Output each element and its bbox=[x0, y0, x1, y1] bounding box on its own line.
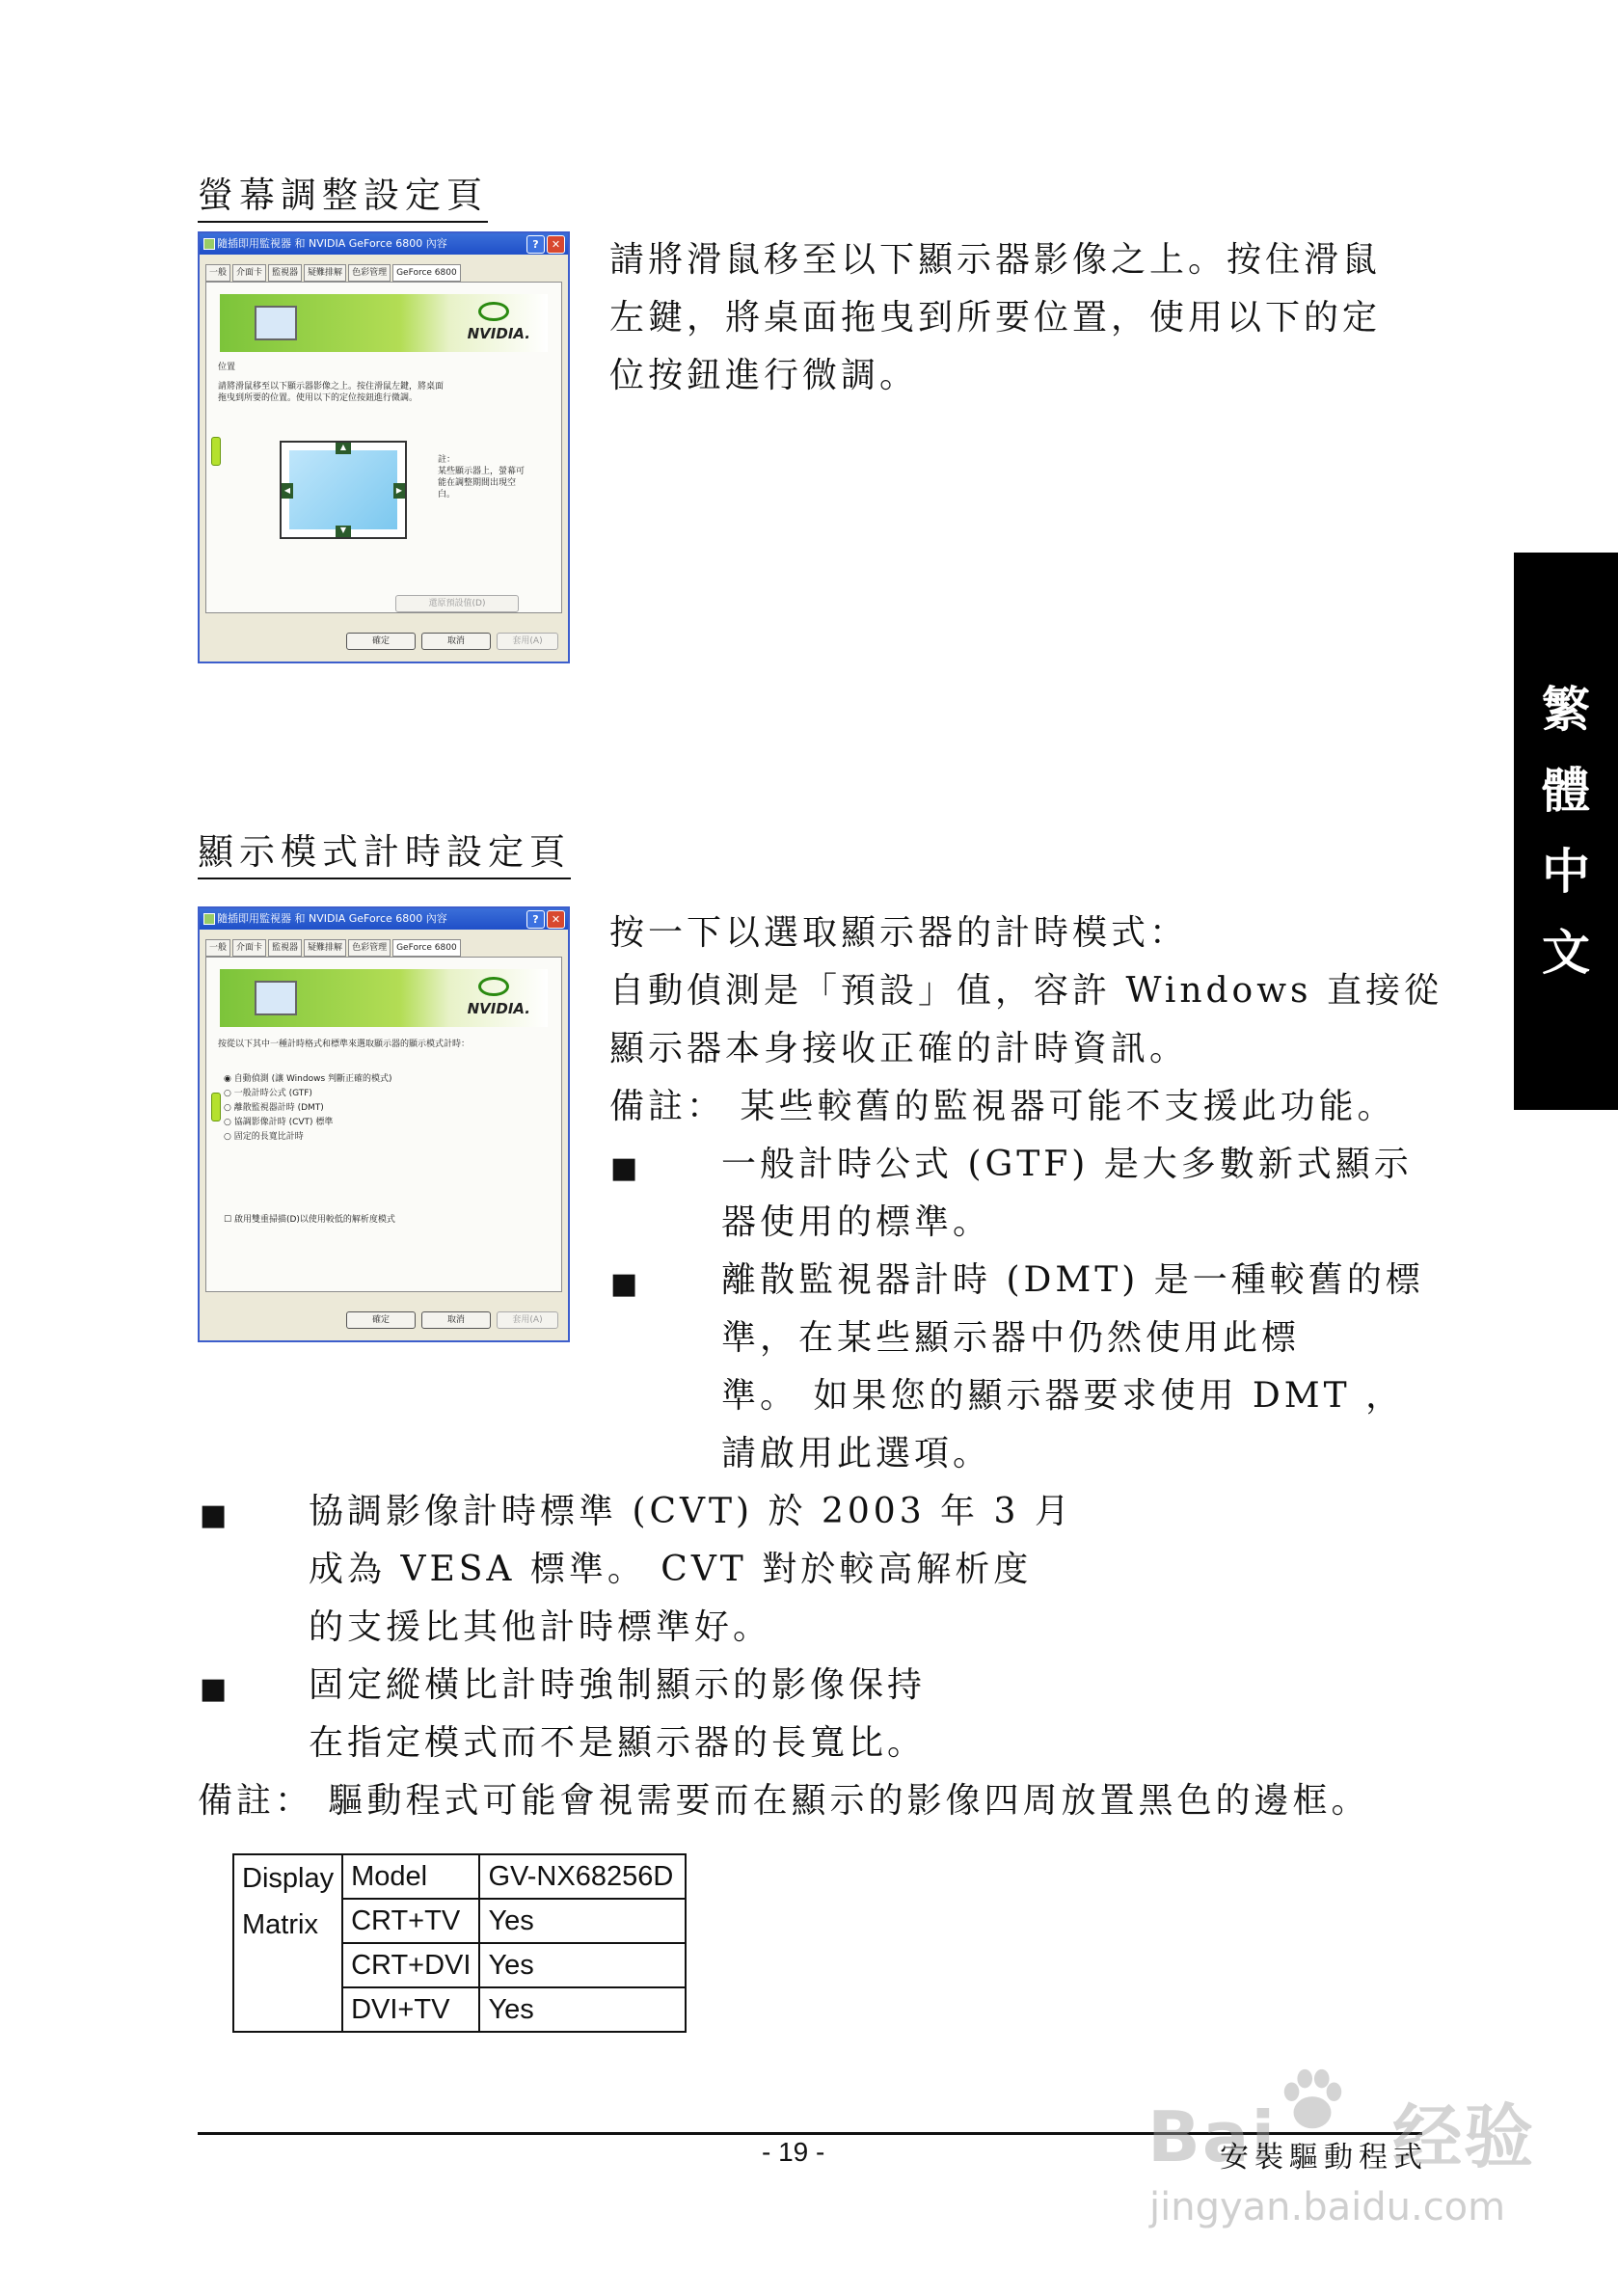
timing-option-3-label: 離散監視器計時 (DMT) bbox=[233, 1103, 324, 1113]
page-number: - 19 - bbox=[762, 2137, 825, 2167]
watermark-brand: Bai bbox=[1147, 2096, 1278, 2177]
nvidia-banner bbox=[220, 294, 548, 352]
side-tab-char-2: 體 bbox=[1542, 762, 1590, 819]
radio-icon: ○ bbox=[224, 1132, 231, 1142]
tab-general: 一般 bbox=[205, 264, 230, 282]
arrow-right-icon: ▶ bbox=[393, 483, 405, 499]
tab-color-management: 色彩管理 bbox=[348, 264, 391, 282]
matrix-support: Yes bbox=[479, 1943, 686, 1987]
tab-geforce: GeForce 6800 bbox=[392, 264, 461, 282]
bullet-cvt-line-1: 協調影像計時標準 (CVT) 於 2003 年 3 月 bbox=[309, 1492, 1073, 1531]
section1-line-3: 位按鈕進行微調。 bbox=[609, 356, 919, 395]
position-description-2: 拖曳到所要的位置。使用以下的定位按鈕進行微調。 bbox=[218, 393, 418, 403]
table-row bbox=[233, 1854, 686, 1899]
timing-option-1-label: 自動偵測 (讓 Windows 判斷正確的模式) bbox=[233, 1074, 392, 1084]
section2-heading: 顯示模式計時設定頁 bbox=[198, 823, 571, 879]
header-model-value: GV-NX68256D bbox=[479, 1854, 686, 1899]
header-model: Model bbox=[342, 1854, 479, 1899]
side-handle bbox=[211, 1093, 221, 1121]
tab-adapter: 介面卡 bbox=[232, 264, 266, 282]
tab-troubleshoot: 疑難排解 bbox=[304, 939, 346, 957]
monitor-preview bbox=[280, 441, 407, 539]
bullet-marker: ■ bbox=[200, 1499, 228, 1532]
position-icon bbox=[255, 306, 297, 340]
section1-paragraph bbox=[609, 231, 1381, 405]
matrix-support: Yes bbox=[479, 1899, 686, 1943]
matrix-config: CRT+DVI bbox=[342, 1943, 479, 1987]
dialog-tabs bbox=[205, 939, 562, 957]
bullet-dmt-line-1: 離散監視器計時 (DMT) 是一種較舊的標 bbox=[721, 1260, 1424, 1300]
matrix-label-1: Display bbox=[242, 1863, 335, 1894]
side-handle bbox=[211, 437, 221, 466]
note-line-1: 註： bbox=[438, 455, 456, 465]
timing-option-4-label: 協調影像計時 (CVT) 標準 bbox=[233, 1118, 334, 1127]
note-line-2: 某些顯示器上，螢幕可 bbox=[438, 467, 526, 476]
radio-icon: ○ bbox=[224, 1118, 231, 1127]
arrow-up-icon: ▲ bbox=[336, 443, 351, 454]
bullet-fixed-aspect bbox=[309, 1657, 926, 1772]
nvidia-logo: NVIDIA. bbox=[467, 1000, 530, 1017]
dialog-panel bbox=[205, 282, 562, 613]
tab-troubleshoot: 疑難排解 bbox=[304, 264, 346, 282]
baidu-paw-icon bbox=[1275, 2064, 1350, 2139]
bullet-marker: ■ bbox=[610, 1267, 638, 1301]
timing-option-1 bbox=[224, 1071, 392, 1084]
radio-icon: ○ bbox=[224, 1103, 231, 1113]
help-icon: ? bbox=[526, 910, 545, 929]
matrix-config: CRT+TV bbox=[342, 1899, 479, 1943]
bullet-cvt-line-3: 的支援比其他計時標準好。 bbox=[309, 1607, 772, 1647]
bullet-dmt bbox=[721, 1252, 1424, 1483]
note-line-4: 白。 bbox=[438, 490, 456, 500]
watermark-url: jingyan.baidu.com bbox=[1149, 2185, 1506, 2229]
cancel-button: 取消 bbox=[421, 633, 491, 650]
timing-option-5 bbox=[224, 1129, 304, 1142]
matrix-label-cell bbox=[233, 1854, 342, 2032]
doublescan-label: 啟用雙重掃描(D)以使用較低的解析度模式 bbox=[233, 1215, 395, 1225]
radio-icon: ○ bbox=[224, 1089, 231, 1098]
bullet-cvt-line-2: 成為 VESA 標準。 CVT 對於較高解析度 bbox=[309, 1550, 1033, 1589]
cancel-button: 取消 bbox=[421, 1311, 491, 1329]
watermark-brand-suffix: 经验 bbox=[1392, 2096, 1536, 2177]
nvidia-eye-icon bbox=[478, 302, 509, 321]
dialog-titlebar bbox=[200, 233, 568, 255]
timing-option-3 bbox=[224, 1100, 324, 1113]
restore-defaults-button: 還原預設值(D) bbox=[395, 595, 519, 612]
close-icon: ✕ bbox=[547, 910, 565, 929]
bullet-marker: ■ bbox=[200, 1672, 228, 1706]
timing-option-2 bbox=[224, 1086, 312, 1098]
bullet-gtf bbox=[721, 1136, 1413, 1252]
side-tab-char-3: 中 bbox=[1542, 843, 1590, 900]
timing-option-4 bbox=[224, 1115, 333, 1127]
screenshot-timing-dialog bbox=[198, 906, 570, 1342]
monitor-icon bbox=[203, 238, 215, 250]
close-icon: ✕ bbox=[547, 235, 565, 254]
bullet-gtf-line-1: 一般計時公式 (GTF) 是大多數新式顯示 bbox=[721, 1145, 1413, 1184]
section2-line-2: 自動偵測是「預設」值，容許 Windows 直接從 bbox=[609, 971, 1443, 1011]
timing-option-2-label: 一般計時公式 (GTF) bbox=[233, 1089, 312, 1098]
arrow-left-icon: ◀ bbox=[282, 483, 293, 499]
radio-checked-icon: ◉ bbox=[224, 1074, 231, 1084]
section2-line-1: 按一下以選取顯示器的計時模式： bbox=[609, 913, 1189, 953]
matrix-config: DVI+TV bbox=[342, 1987, 479, 2032]
section1-line-1: 請將滑鼠移至以下顯示器影像之上。按住滑鼠 bbox=[609, 240, 1382, 280]
bullet-fixed-aspect-line-1: 固定縱橫比計時強制顯示的影像保持 bbox=[309, 1665, 927, 1705]
doublescan-checkbox bbox=[224, 1212, 395, 1225]
matrix-label-2: Matrix bbox=[242, 1909, 318, 1940]
tab-general: 一般 bbox=[205, 939, 230, 957]
apply-button: 套用(A) bbox=[497, 633, 558, 650]
display-matrix-table bbox=[232, 1853, 687, 2033]
nvidia-banner bbox=[220, 969, 548, 1027]
dialog-titlebar bbox=[200, 908, 568, 930]
bullet-dmt-line-4: 請啟用此選項。 bbox=[721, 1434, 992, 1473]
tab-adapter: 介面卡 bbox=[232, 939, 266, 957]
nvidia-eye-icon bbox=[478, 977, 509, 996]
timing-description: 按從以下其中一種計時格式和標準來選取顯示器的顯示模式計時： bbox=[218, 1040, 471, 1049]
language-side-tab bbox=[1514, 553, 1618, 1110]
footer-title: 安裝驅動程式 bbox=[1220, 2141, 1428, 2174]
matrix-support: Yes bbox=[479, 1987, 686, 2032]
dialog-tabs bbox=[205, 264, 562, 282]
nvidia-logo: NVIDIA. bbox=[467, 325, 530, 342]
arrow-down-icon: ▼ bbox=[336, 526, 351, 537]
bullet-marker: ■ bbox=[610, 1151, 638, 1185]
timing-option-5-label: 固定的長寬比計時 bbox=[233, 1132, 304, 1142]
tab-monitor: 監視器 bbox=[268, 264, 302, 282]
timing-clock-icon bbox=[255, 981, 297, 1015]
side-tab-char-4: 文 bbox=[1542, 924, 1590, 981]
note-line-3: 能在調整期間出現空 bbox=[438, 478, 517, 488]
bullet-cvt bbox=[309, 1483, 1073, 1657]
section2-paragraph bbox=[609, 905, 1443, 1136]
position-description-1: 請將滑鼠移至以下顯示器影像之上。按住滑鼠左鍵，將桌面 bbox=[218, 382, 445, 392]
ok-button: 確定 bbox=[346, 633, 416, 650]
bullet-gtf-line-2: 器使用的標準。 bbox=[721, 1202, 992, 1242]
dialog-title: 隨插即用監視器 和 NVIDIA GeForce 6800 內容 bbox=[217, 237, 447, 250]
apply-button: 套用(A) bbox=[497, 1311, 558, 1329]
section1-line-2: 左鍵，將桌面拖曳到所要位置，使用以下的定 bbox=[609, 298, 1382, 338]
bullet-fixed-aspect-line-2: 在指定模式而不是顯示器的長寬比。 bbox=[309, 1723, 927, 1763]
help-icon: ? bbox=[526, 235, 545, 254]
tab-color-management: 色彩管理 bbox=[348, 939, 391, 957]
tab-geforce: GeForce 6800 bbox=[392, 939, 461, 957]
bullet-dmt-line-3: 準。 如果您的顯示器要求使用 DMT ， bbox=[721, 1376, 1405, 1416]
bullet-dmt-line-2: 準，在某些顯示器中仍然使用此標 bbox=[721, 1318, 1301, 1358]
checkbox-icon: ☐ bbox=[224, 1215, 232, 1225]
section2-note: 備註： 驅動程式可能會視需要而在顯示的影像四周放置黑色的邊框。 bbox=[198, 1781, 1370, 1821]
screenshot-position-dialog bbox=[198, 231, 570, 663]
dialog-title: 隨插即用監視器 和 NVIDIA GeForce 6800 內容 bbox=[217, 912, 447, 925]
side-tab-char-1: 繁 bbox=[1542, 681, 1590, 738]
group-label: 位置 bbox=[218, 363, 236, 372]
section1-heading: 螢幕調整設定頁 bbox=[198, 166, 488, 223]
tab-monitor: 監視器 bbox=[268, 939, 302, 957]
desktop-preview bbox=[289, 450, 397, 529]
section2-line-3: 顯示器本身接收正確的計時資訊。 bbox=[609, 1029, 1189, 1068]
monitor-icon bbox=[203, 913, 215, 925]
dialog-panel bbox=[205, 957, 562, 1292]
section2-line-4: 備註： 某些較舊的監視器可能不支援此功能。 bbox=[609, 1087, 1396, 1126]
ok-button: 確定 bbox=[346, 1311, 416, 1329]
